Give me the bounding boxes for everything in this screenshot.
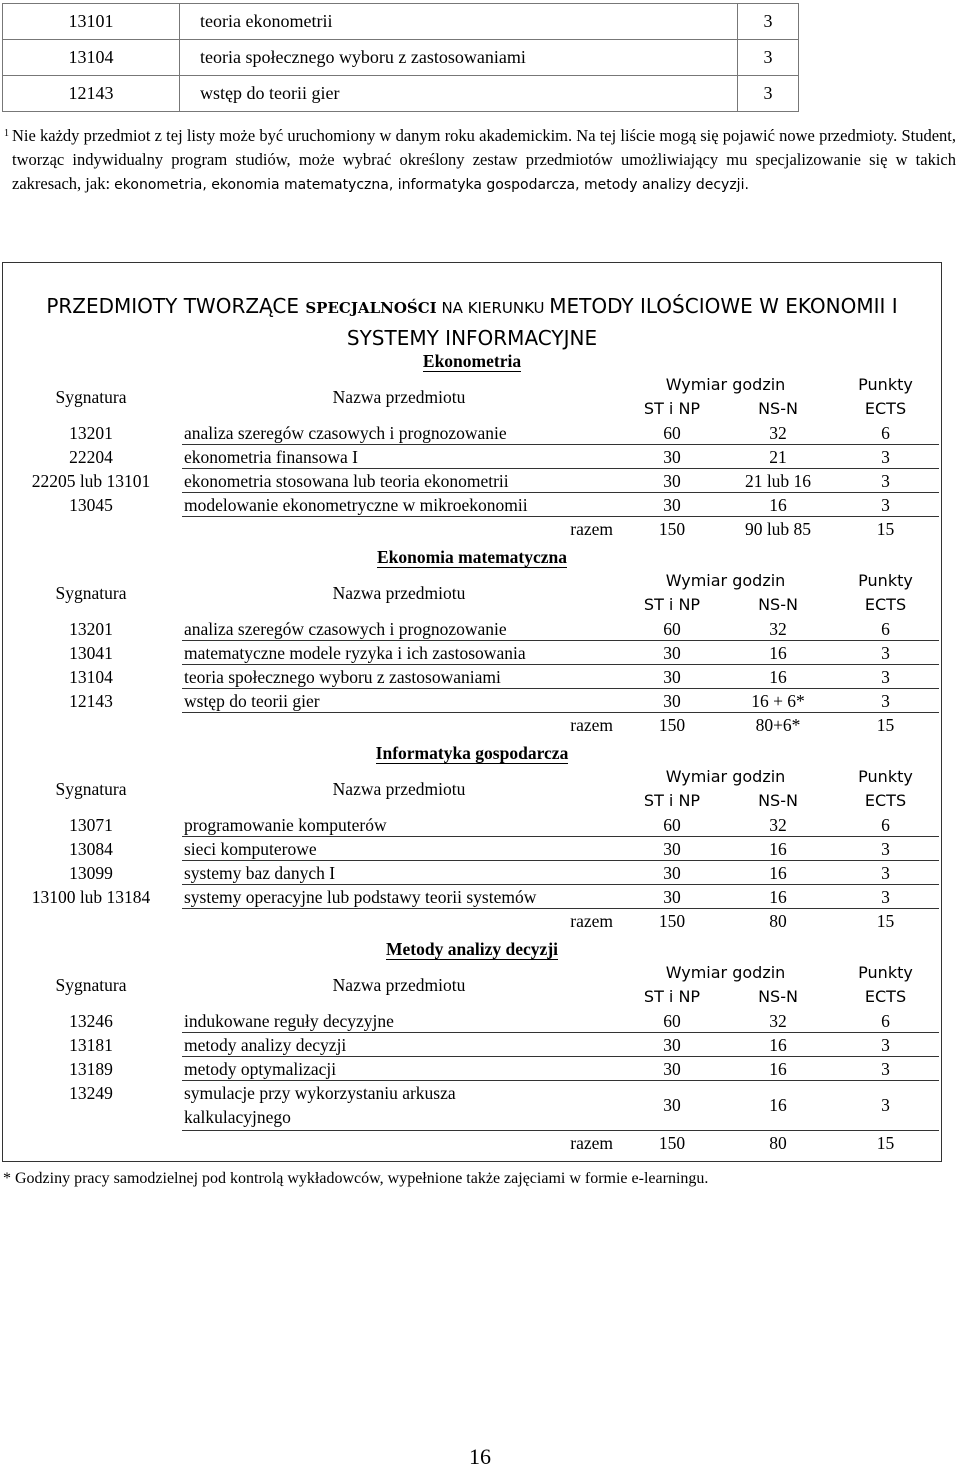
table-row: [3, 1009, 941, 1033]
row-signature: 13100 lub 13184: [31, 887, 151, 907]
header-ns-n: NS-N: [758, 791, 798, 810]
row-ects: 6: [881, 815, 890, 835]
header-hours: Wymiar godzin: [665, 963, 786, 982]
course-signature: 13101: [3, 4, 180, 40]
title-part-1: PRZEDMIOTY TWORZĄCE: [46, 294, 306, 318]
page-title: [3, 291, 941, 353]
row-course-name: metody analizy decyzji: [184, 1035, 347, 1055]
footnote: [4, 124, 956, 197]
row-ects: 3: [881, 643, 890, 663]
row-course-name: analiza szeregów czasowych i prognozowanie: [184, 423, 507, 443]
section-title-text: Ekonomia matematyczna: [376, 547, 568, 567]
header-st-np: ST i NP: [643, 399, 701, 418]
row-ects: 6: [881, 423, 890, 443]
row-hours-st: 60: [663, 423, 681, 443]
row-hours-st: 60: [663, 815, 681, 835]
row-hours-st: 30: [663, 643, 681, 663]
row-hours-ns: 16: [769, 495, 787, 515]
row-hours-ns: 32: [769, 1011, 787, 1031]
specializations-box: [2, 262, 942, 1162]
table-row: [3, 1081, 941, 1131]
row-hours-ns: 32: [769, 815, 787, 835]
section-title-text: Metody analizy decyzji: [385, 939, 559, 959]
table-row: [3, 469, 941, 493]
footnote-specializations: ekonometria, ekonomia matematyczna, informatyka gospodarcza, metody analizy decyzji.: [114, 177, 749, 193]
header-st-np: ST i NP: [643, 791, 701, 810]
table-row: [3, 4, 799, 40]
table-row: [3, 885, 941, 909]
header-signature: Sygnatura: [55, 583, 127, 603]
total-label: razem: [570, 911, 613, 931]
table-row: [3, 837, 941, 861]
total-hours-ns: 80: [769, 1133, 787, 1153]
row-hours-ns: 16: [769, 863, 787, 883]
section-title: [3, 741, 941, 765]
table-row: [3, 1057, 941, 1081]
row-signature: 13104: [69, 667, 113, 687]
table-row: [3, 641, 941, 665]
table-row: [3, 445, 941, 469]
section-title: [3, 349, 941, 373]
total-hours-st: 150: [658, 715, 686, 735]
row-hours-st: 30: [663, 839, 681, 859]
table-row: [3, 493, 941, 517]
header-ects: ECTS: [864, 399, 907, 418]
row-course-name: programowanie komputerów: [184, 815, 387, 835]
row-signature: 13084: [69, 839, 113, 859]
row-hours-ns: 21: [769, 447, 787, 467]
row-course-name-cont: kalkulacyjnego: [184, 1107, 291, 1127]
row-signature: 13249: [69, 1083, 113, 1103]
table-row: [3, 813, 941, 837]
title-line-2: SYSTEMY INFORMACYJNE: [346, 326, 598, 350]
bottom-note: * Godziny pracy samodzielnej pod kontrolą wykładowców, wypełnione także zajęciami w formie e-learningu.: [3, 1170, 709, 1187]
row-hours-st: 30: [663, 495, 681, 515]
header-points: Punkty: [858, 375, 913, 394]
course-name: wstęp do teorii gier: [180, 76, 738, 112]
header-st-np: ST i NP: [643, 987, 701, 1006]
course-name: teoria ekonometrii: [180, 4, 738, 40]
header-hours: Wymiar godzin: [665, 375, 786, 394]
footnote-marker: 1: [4, 128, 9, 139]
header-course-name: Nazwa przedmiotu: [332, 583, 466, 603]
total-ects: 15: [876, 519, 895, 539]
row-ects: 3: [881, 471, 890, 491]
total-row: [3, 909, 941, 933]
row-signature: 13045: [69, 495, 113, 515]
row-ects: 3: [881, 691, 890, 711]
total-ects: 15: [876, 715, 895, 735]
course-name: teoria społecznego wyboru z zastosowaniami: [180, 40, 738, 76]
row-ects: 3: [881, 447, 890, 467]
row-ects: 6: [881, 1011, 890, 1031]
total-hours-st: 150: [658, 519, 686, 539]
row-ects: 3: [881, 863, 890, 883]
table-row: [3, 617, 941, 641]
header-ects: ECTS: [864, 987, 907, 1006]
row-signature: 13041: [69, 643, 113, 663]
row-hours-st: 30: [663, 471, 681, 491]
title-part-4: METODY ILOŚCIOWE W EKONOMII I: [549, 294, 898, 318]
header-points: Punkty: [858, 963, 913, 982]
course-signature: 12143: [3, 76, 180, 112]
row-signature: 12143: [69, 691, 113, 711]
row-signature: 13201: [69, 423, 113, 443]
row-course-name: metody optymalizacji: [184, 1059, 337, 1079]
header-ects: ECTS: [864, 595, 907, 614]
row-signature: 13189: [69, 1059, 113, 1079]
title-line-1: [3, 291, 941, 323]
row-hours-ns: 16: [769, 667, 787, 687]
row-hours-st: 60: [663, 1011, 681, 1031]
row-hours-ns: 16: [769, 1095, 787, 1115]
header-hours: Wymiar godzin: [665, 767, 786, 786]
total-hours-ns: 90 lub 85: [744, 519, 812, 539]
table-row: [3, 1033, 941, 1057]
title-part-3: NA KIERUNKU: [436, 299, 550, 317]
section-title: [3, 937, 941, 961]
title-part-2: SPECJALNOŚCI: [305, 299, 437, 317]
header-ns-n: NS-N: [758, 595, 798, 614]
total-label: razem: [570, 519, 613, 539]
table-row: [3, 76, 799, 112]
row-hours-ns: 21 lub 16: [744, 471, 812, 491]
header-ects: ECTS: [864, 791, 907, 810]
total-ects: 15: [876, 1133, 895, 1153]
row-hours-st: 30: [663, 1035, 681, 1055]
header-points: Punkty: [858, 571, 913, 590]
footnote-text: Nie każdy przedmiot z tej listy może być uruchomiony w danym roku akademickim. Na tej liście mogą się pojawić nowe przedmioty. Student, tworząc indywidualny program studiów, może wybrać określony zestaw przedmiotów umożliwiający mu specjalizowanie się w takich zakresach, jak:: [12, 126, 956, 193]
course-ects: 3: [738, 4, 799, 40]
row-course-name: analiza szeregów czasowych i prognozowanie: [184, 619, 507, 639]
row-hours-st: 30: [663, 691, 681, 711]
header-course-name: Nazwa przedmiotu: [332, 975, 466, 995]
header-hours: Wymiar godzin: [665, 571, 786, 590]
row-ects: 3: [881, 495, 890, 515]
row-course-name: indukowane reguły decyzyjne: [184, 1011, 394, 1031]
row-hours-ns: 16 + 6*: [751, 691, 805, 711]
row-signature: 13099: [69, 863, 113, 883]
row-signature: 13246: [69, 1011, 113, 1031]
total-ects: 15: [876, 911, 895, 931]
section-title-text: Ekonometria: [422, 351, 522, 371]
row-ects: 3: [881, 839, 890, 859]
row-hours-ns: 16: [769, 839, 787, 859]
header-course-name: Nazwa przedmiotu: [332, 779, 466, 799]
row-course-name: teoria społecznego wyboru z zastosowaniami: [184, 667, 501, 687]
row-course-name: wstęp do teorii gier: [184, 691, 320, 711]
row-hours-st: 60: [663, 619, 681, 639]
header-ns-n: NS-N: [758, 399, 798, 418]
total-hours-ns: 80+6*: [755, 715, 801, 735]
row-course-name: matematyczne modele ryzyka i ich zastosowania: [184, 643, 526, 663]
row-hours-ns: 16: [769, 1035, 787, 1055]
row-hours-st: 30: [663, 863, 681, 883]
total-row: [3, 713, 941, 737]
table-row: [3, 421, 941, 445]
course-ects: 3: [738, 40, 799, 76]
table-row: [3, 665, 941, 689]
page-number: 16: [469, 1444, 491, 1469]
row-signature: 22204: [69, 447, 113, 467]
row-ects: 6: [881, 619, 890, 639]
row-hours-ns: 32: [769, 423, 787, 443]
row-hours-st: 30: [663, 667, 681, 687]
row-ects: 3: [881, 1035, 890, 1055]
row-course-name: ekonometria finansowa I: [184, 447, 358, 467]
section-title-text: Informatyka gospodarcza: [375, 743, 569, 763]
total-label: razem: [570, 715, 613, 735]
section-title: [3, 545, 941, 569]
row-hours-st: 30: [663, 1059, 681, 1079]
row-hours-ns: 32: [769, 619, 787, 639]
header-signature: Sygnatura: [55, 975, 127, 995]
course-ects: 3: [738, 76, 799, 112]
row-signature: 22205 lub 13101: [31, 471, 151, 491]
row-course-name: systemy baz danych I: [184, 863, 336, 883]
header-signature: Sygnatura: [55, 779, 127, 799]
header-points: Punkty: [858, 767, 913, 786]
table-row: [3, 861, 941, 885]
table-row: [3, 689, 941, 713]
total-hours-ns: 80: [769, 911, 787, 931]
total-row: [3, 1131, 941, 1155]
row-signature: 13181: [69, 1035, 113, 1055]
row-hours-st: 30: [663, 1095, 681, 1115]
row-course-name: sieci komputerowe: [184, 839, 317, 859]
row-course-name: ekonometria stosowana lub teoria ekonometrii: [184, 471, 509, 491]
row-course-name: symulacje przy wykorzystaniu arkusza: [184, 1083, 456, 1103]
row-ects: 3: [881, 667, 890, 687]
header-ns-n: NS-N: [758, 987, 798, 1006]
row-course-name: systemy operacyjne lub podstawy teorii systemów: [184, 887, 537, 907]
top-course-table: [2, 3, 799, 112]
total-hours-st: 150: [658, 911, 686, 931]
row-hours-ns: 16: [769, 643, 787, 663]
header-course-name: Nazwa przedmiotu: [332, 387, 466, 407]
row-ects: 3: [881, 1059, 890, 1079]
row-ects: 3: [881, 1095, 890, 1115]
total-hours-st: 150: [658, 1133, 686, 1153]
row-hours-st: 30: [663, 447, 681, 467]
row-course-name: modelowanie ekonometryczne w mikroekonomii: [184, 495, 528, 515]
row-signature: 13071: [69, 815, 113, 835]
table-row: [3, 40, 799, 76]
row-hours-ns: 16: [769, 887, 787, 907]
row-hours-ns: 16: [769, 1059, 787, 1079]
total-row: [3, 517, 941, 541]
header-st-np: ST i NP: [643, 595, 701, 614]
row-hours-st: 30: [663, 887, 681, 907]
header-signature: Sygnatura: [55, 387, 127, 407]
row-ects: 3: [881, 887, 890, 907]
course-signature: 13104: [3, 40, 180, 76]
total-label: razem: [570, 1133, 613, 1153]
row-signature: 13201: [69, 619, 113, 639]
